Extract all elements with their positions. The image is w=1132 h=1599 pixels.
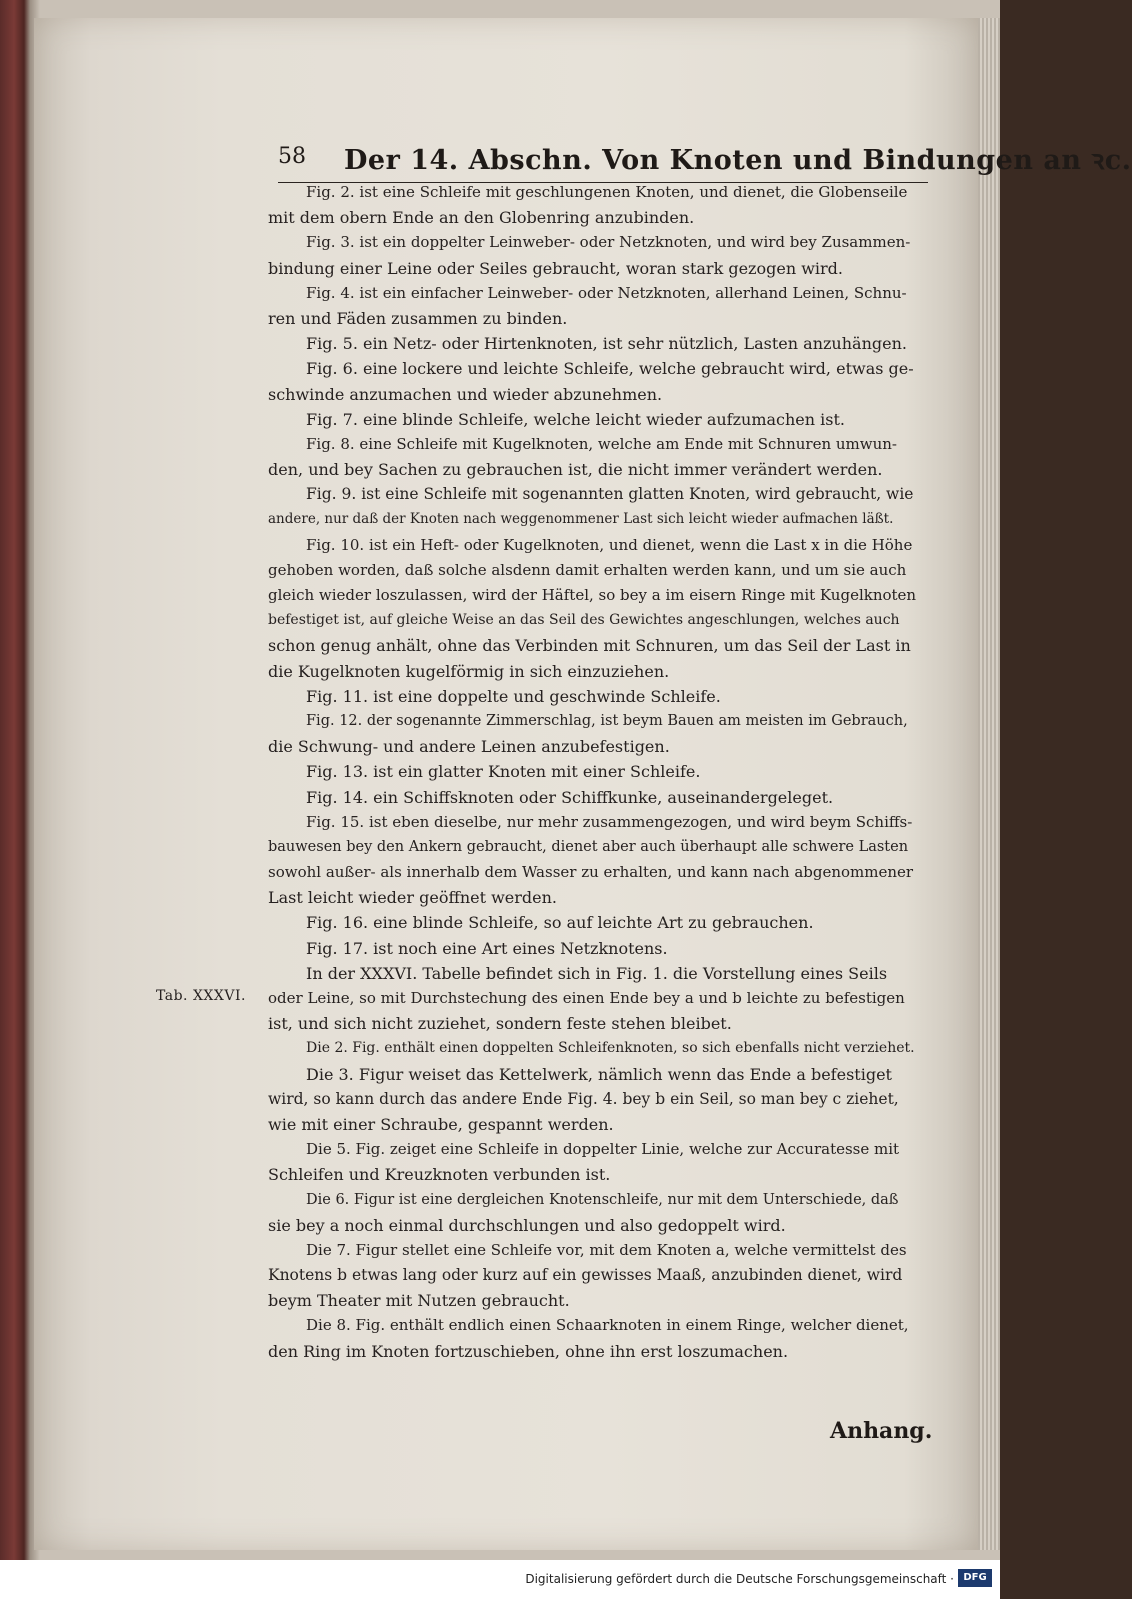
footer-bar <box>0 1560 1000 1599</box>
margin-note: Tab. XXXVI. <box>156 988 246 1004</box>
text-line: Schleifen und Kreuzknoten verbunden ist. <box>268 1165 611 1185</box>
text-line: schon genug anhält, ohne das Verbinden mit Schnuren, um das Seil der Last in <box>268 636 911 656</box>
page-edge <box>978 18 1000 1550</box>
text-line: Fig. 14. ein Schiffsknoten oder Schiffkunke, auseinandergeleget. <box>306 787 834 807</box>
text-line: Fig. 17. ist noch eine Art eines Netzknotens. <box>306 938 668 958</box>
running-title: Der 14. Abschn. Von Knoten und Bindungen an ꝛc. <box>344 145 1132 176</box>
text-line: Die 5. Fig. zeiget eine Schleife in doppelter Linie, welche zur Accuratesse mit <box>306 1140 900 1159</box>
text-line: Fig. 12. der sogenannte Zimmerschlag, ist beym Bauen am meisten im Gebrauch, <box>306 712 908 729</box>
text-line: Fig. 11. ist eine doppelte und geschwinde Schleife. <box>306 686 721 706</box>
text-line: Fig. 9. ist eine Schleife mit sogenannten glatten Knoten, wird gebraucht, wie <box>306 485 914 504</box>
text-line: Fig. 7. eine blinde Schleife, welche leicht wieder aufzumachen ist. <box>306 409 845 429</box>
page-number: 58 <box>278 144 306 169</box>
text-line: Fig. 3. ist ein doppelter Leinweber- oder Netzknoten, und wird bey Zusammen- <box>306 233 911 252</box>
text-line: ren und Fäden zusammen zu binden. <box>268 308 568 328</box>
text-line: Die 3. Figur weiset das Kettelwerk, nämlich wenn das Ende a befestiget <box>306 1064 892 1084</box>
page-header <box>278 140 1132 183</box>
text-line: Die 6. Figur ist eine dergleichen Knotenschleife, nur mit dem Unterschiede, daß <box>306 1191 899 1208</box>
text-line: Fig. 6. eine lockere und leichte Schleife, welche gebraucht wird, etwas ge- <box>306 359 914 379</box>
text-line: Die 8. Fig. enthält endlich einen Schaarknoten in einem Ringe, welcher dienet, <box>306 1316 909 1335</box>
text-line: gehoben worden, daß solche alsdenn damit erhalten werden kann, und um sie auch <box>268 560 907 579</box>
text-line: bauwesen bey den Ankern gebraucht, dienet aber auch überhaupt alle schwere Lasten <box>268 838 909 855</box>
text-line: Fig. 13. ist ein glatter Knoten mit einer Schleife. <box>306 762 701 782</box>
text-line: Knotens b etwas lang oder kurz auf ein gewisses Maaß, anzubinden dienet, wird <box>268 1266 903 1285</box>
text-line: sie bey a noch einmal durchschlungen und also gedoppelt wird. <box>268 1215 786 1235</box>
text-line: Die 7. Figur stellet eine Schleife vor, mit dem Knoten a, welche vermittelst des <box>306 1240 907 1259</box>
text-line: die Schwung- und andere Leinen anzubefestigen. <box>268 737 670 757</box>
text-line: Fig. 10. ist ein Heft- oder Kugelknoten, und dienet, wenn die Last x in die Höhe <box>306 535 913 554</box>
text-line: mit dem obern Ende an den Globenring anzubinden. <box>268 208 695 228</box>
text-line: beym Theater mit Nutzen gebraucht. <box>268 1291 570 1311</box>
text-line: Die 2. Fig. enthält einen doppelten Schleifenknoten, so sich ebenfalls nicht verziehet. <box>306 1040 915 1057</box>
text-line: befestiget ist, auf gleiche Weise an das Seil des Gewichtes angeschlungen, welches auch <box>268 612 900 629</box>
text-line: wird, so kann durch das andere Ende Fig. 4. bey b ein Seil, so man bey c ziehet, <box>268 1089 899 1108</box>
text-line: oder Leine, so mit Durchstechung des einen Ende bey a und b leichte zu befestigen <box>268 989 905 1007</box>
text-line: Fig. 4. ist ein einfacher Leinweber- oder Netzknoten, allerhand Leinen, Schnu- <box>306 283 907 302</box>
text-line: den, und bey Sachen zu gebrauchen ist, die nicht immer verändert werden. <box>268 460 883 480</box>
text-line: gleich wieder loszulassen, wird der Häftel, so bey a im eisern Ringe mit Kugelknoten <box>268 586 917 604</box>
text-line: Last leicht wieder geöffnet werden. <box>268 888 558 908</box>
text-line: Fig. 5. ein Netz- oder Hirtenknoten, ist sehr nützlich, Lasten anzuhängen. <box>306 334 907 354</box>
body-text <box>268 180 916 1364</box>
text-line: sowohl außer- als innerhalb dem Wasser zu erhalten, und kann nach abgenommener <box>268 863 914 882</box>
text-line: Fig. 15. ist eben dieselbe, nur mehr zusammengezogen, und wird beym Schiffs- <box>306 812 913 831</box>
text-line: In der XXXVI. Tabelle befindet sich in Fig. 1. die Vorstellung eines Seils <box>306 963 888 983</box>
text-line: ist, und sich nicht zuziehet, sondern feste stehen bleibet. <box>268 1014 732 1034</box>
text-line: Fig. 8. eine Schleife mit Kugelknoten, welche am Ende mit Schnuren umwun- <box>306 434 897 453</box>
dfg-logo-icon: DFG <box>958 1569 992 1587</box>
text-line: Fig. 2. ist eine Schleife mit geschlungenen Knoten, und dienet, die Globenseile <box>306 183 908 201</box>
catchword: Anhang. <box>830 1418 933 1444</box>
footer-credit: Digitalisierung gefördert durch die Deutsche Forschungsgemeinschaft · <box>525 1572 954 1586</box>
text-line: den Ring im Knoten fortzuschieben, ohne ihn erst loszumachen. <box>268 1341 789 1361</box>
text-line: wie mit einer Schraube, gespannt werden. <box>268 1114 614 1134</box>
text-line: Fig. 16. eine blinde Schleife, so auf leichte Art zu gebrauchen. <box>306 913 814 933</box>
text-line: die Kugelknoten kugelförmig in sich einzuziehen. <box>268 661 670 681</box>
text-line: schwinde anzumachen und wieder abzunehmen. <box>268 384 663 404</box>
text-line: bindung einer Leine oder Seiles gebraucht, woran stark gezogen wird. <box>268 258 844 278</box>
text-line: andere, nur daß der Knoten nach weggenommener Last sich leicht wieder aufmachen läßt. <box>268 511 894 528</box>
